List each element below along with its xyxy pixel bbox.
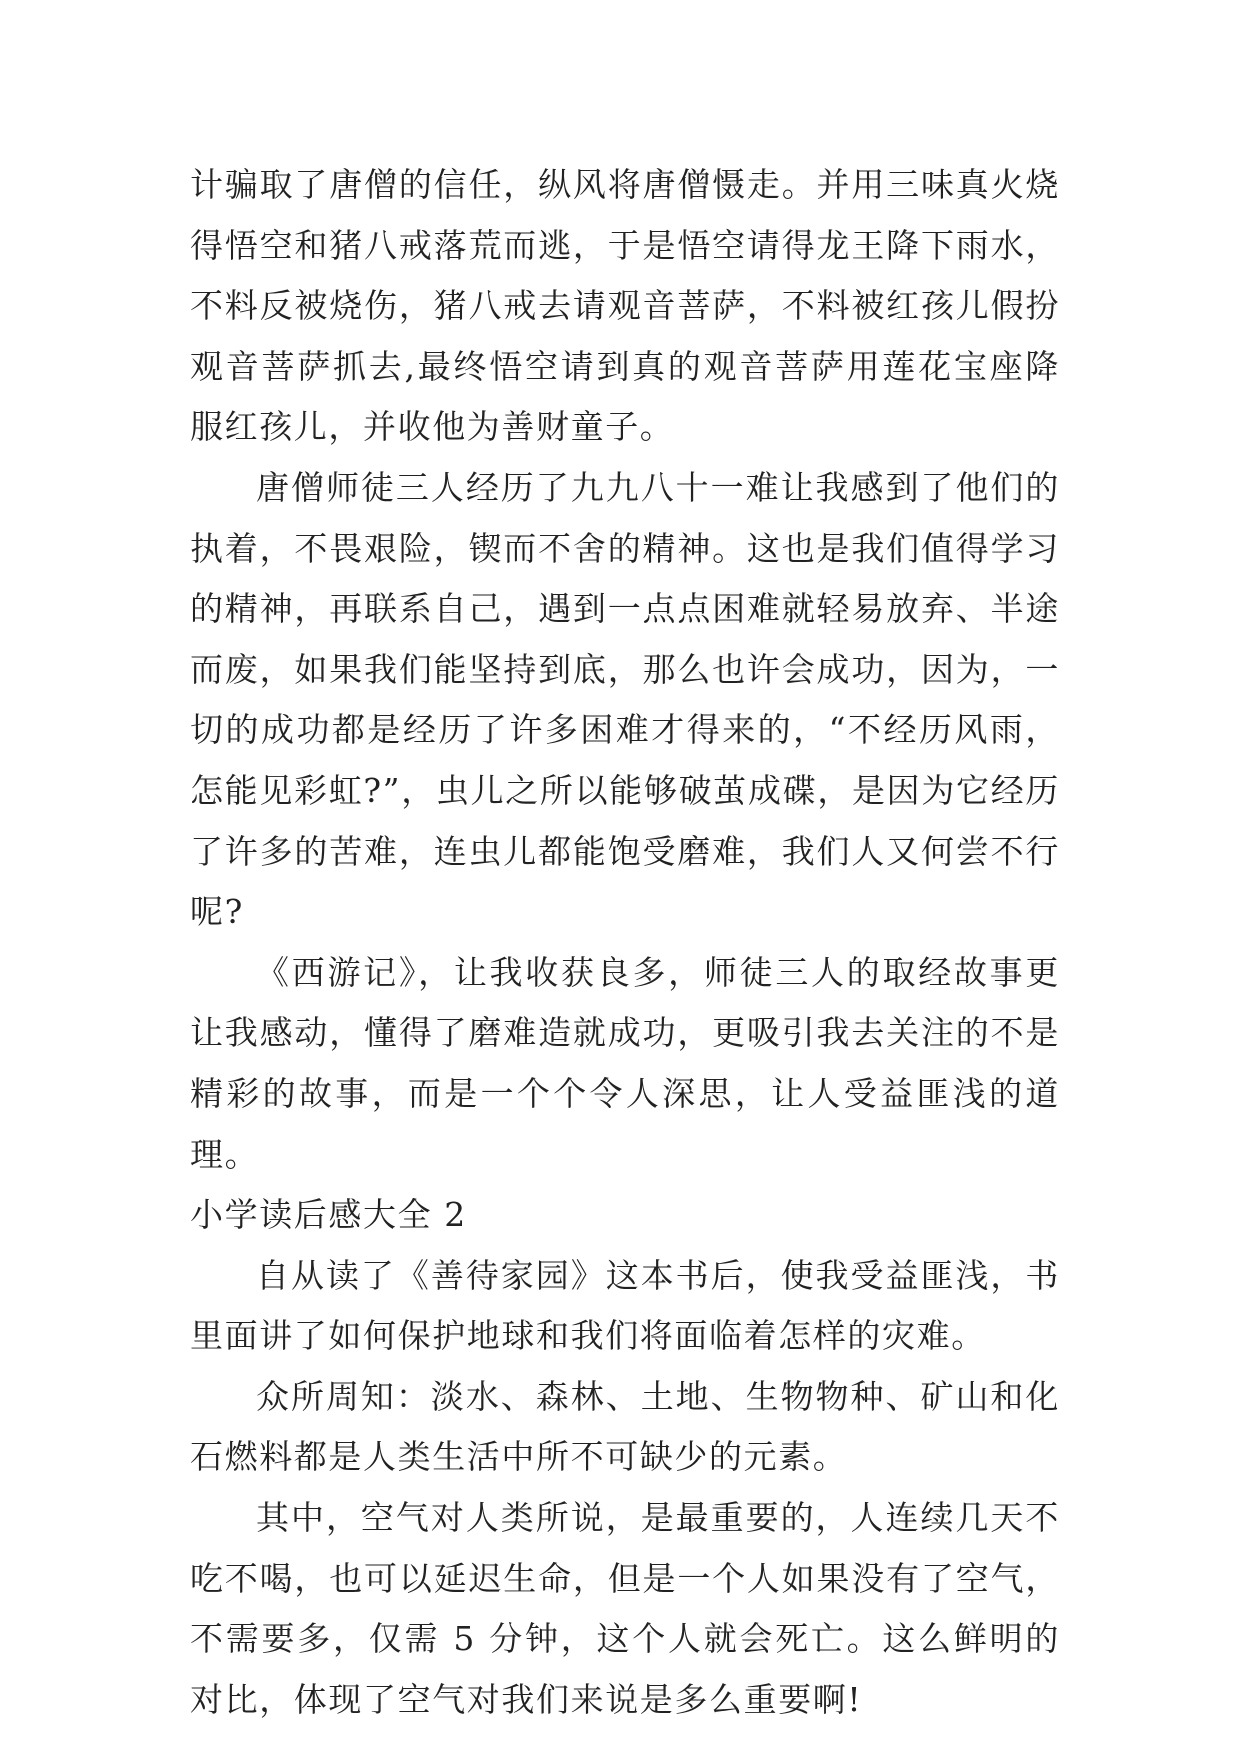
document-body: [190, 155, 1060, 1730]
paragraph-2: 唐僧师徒三人经历了九九八十一难让我感到了他们的执着，不畏艰险，锲而不舍的精神。这也是我们值得学习的精神，再联系自己，遇到一点点困难就轻易放弃、半途而废，如果我们能坚持到底，那么也许会成功，因为，一切的成功都是经历了许多困难才得来的，“不经历风雨，怎能见彩虹?”，虫儿之所以能够破茧成碟，是因为它经历了许多的苦难，连虫儿都能饱受磨难，我们人又何尝不行呢?: [190, 467, 1060, 932]
paragraph-3: 《西游记》，让我收获良多，师徒三人的取经故事更让我感动，懂得了磨难造就成功，更吸引我去关注的不是精彩的故事，而是一个个令人深思，让人受益匪浅的道理。: [190, 952, 1060, 1174]
paragraph-5: 众所周知：淡水、森林、土地、生物物种、矿山和化石燃料都是人类生活中所不可缺少的元素。: [190, 1376, 1060, 1477]
section-heading: 小学读后感大全 2: [190, 1195, 467, 1235]
paragraph-4: 自从读了《善待家园》这本书后，使我受益匪浅，书里面讲了如何保护地球和我们将面临着怎样的灾难。: [190, 1255, 1060, 1356]
paragraph-1: 计骗取了唐僧的信任，纵风将唐僧慑走。并用三味真火烧得悟空和猪八戒落荒而逃，于是悟空请得龙王降下雨水，不料反被烧伤，猪八戒去请观音菩萨，不料被红孩儿假扮观音菩萨抓去,最终悟空请到真的观音菩萨用莲花宝座降服红孩儿，并收他为善财童子。: [190, 165, 1060, 447]
paragraph-6: 其中，空气对人类所说，是最重要的，人连续几天不吃不喝，也可以延迟生命，但是一个人如果没有了空气，不需要多，仅需 5 分钟，这个人就会死亡。这么鲜明的对比，体现了空气对我们来说是多么重要啊!: [190, 1498, 1060, 1719]
